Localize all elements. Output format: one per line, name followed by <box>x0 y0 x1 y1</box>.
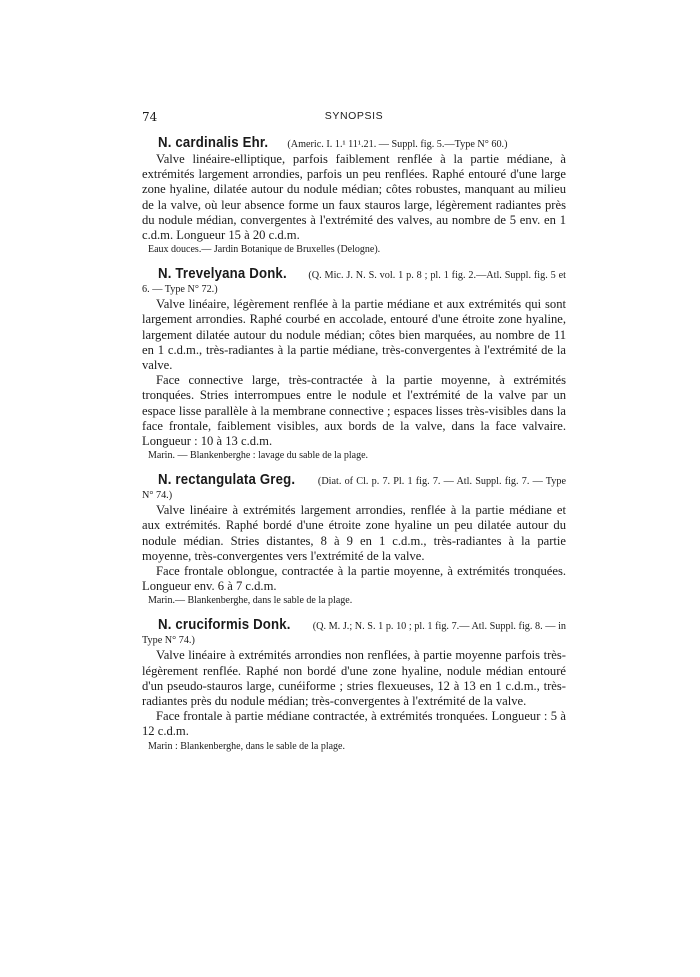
description-paragraph: Face connective large, très-contractée à la partie moyenne, à extrémités tronquées. Stries interrompues entre le nodule et l'extrémité de la valve par un espace lisse parallèle à la membrane connective ; espaces lisses très-visibles dans la face frontale, faiblement visibles, aux bords de la valve, dans la face valvaire. Longueur : 10 à 13 c.d.m. <box>142 373 566 449</box>
species-entry <box>142 267 566 463</box>
habitat: Eaux douces.— Jardin Botanique de Bruxelles (Delogne). <box>148 244 381 256</box>
species-entry <box>142 618 566 753</box>
entry-heading <box>142 473 566 503</box>
citation: (Q. Mic. J. N. S. vol. 1 p. 8 ; pl. 1 fig. 2.—Atl. Suppl. fig. 5 et 6. — Type N° 72.) <box>142 270 566 296</box>
description-paragraph: Valve linéaire, légèrement renflée à la partie médiane et aux extrémités qui sont largement arrondies. Raphé courbé en accolade, entouré d'une étroite zone hyaline, largement dilatée autour du nodule médian; côtes bien marquées, au nombre de 11 en 1 c.d.m., très-radiantes à la partie médiane, très-convergentes à l'extrémité de la valve. <box>142 297 566 373</box>
running-title: SYNOPSIS <box>324 110 384 122</box>
page <box>142 110 566 754</box>
citation: (Americ. I. 1.¹ 11¹.21. — Suppl. fig. 5.—Type N° 60.) <box>287 139 508 150</box>
description-paragraph: Valve linéaire à extrémités arrondies non renflées, à partie moyenne parfois très-légèrement renflée. Raphé non bordé d'une zone hyaline, nodule médian entouré d'un pseudo-stauros large, cunéiforme ; stries flexueuses, 12 à 13 en 1 c.d.m., très-radiantes près du nodule médian; très-convergentes à l'extrémité de la valve. <box>142 648 566 709</box>
description-paragraph: Valve linéaire à extrémités largement arrondies, renflée à la partie médiane et aux extrémités. Raphé bordé d'une étroite zone hyaline un peu dilatée autour du nodule médian. Stries distantes, 8 à 9 en 1 c.d.m., très-radiantes à la partie moyenne, très-convergentes vers l'extrémité de la valve. <box>142 503 566 563</box>
description-paragraph: Face frontale oblongue, contractée à la partie moyenne, à extrémités tronquées. Longueur env. 6 à 7 c.d.m. <box>142 564 566 594</box>
habitat: Marin.— Blankenberghe, dans le sable de la plage. <box>148 595 353 607</box>
species-name: N. cardinalis Ehr. <box>158 134 269 151</box>
citation: (Diat. of Cl. p. 7. Pl. 1 fig. 7. — Atl. Suppl. fig. 7. — Type N° 74.) <box>142 476 566 502</box>
habitat: Marin. — Blankenberghe : lavage du sable de la plage. <box>148 450 369 462</box>
page-number: 74 <box>142 110 158 124</box>
entry-heading <box>142 267 566 297</box>
entry-heading <box>142 618 566 648</box>
species-name: N. rectangulata Greg. <box>158 471 296 489</box>
species-name: N. Trevelyana Donk. <box>158 265 287 283</box>
species-entry <box>142 473 566 608</box>
entry-heading <box>142 136 566 152</box>
description-paragraph: Valve linéaire-elliptique, parfois faiblement renflée à la partie médiane, à extrémités largement arrondies, parfois un peu renflées. Raphé entouré d'une large zone hyaline, dilatée autour du nodule médian; côtes robustes, manquant au milieu de la valve, où leur absence forme un faux stauros large, légèrement radiantes près du nodule médian, convergentes à l'extrémité des valves, au nombre de 5 env. en 1 c.d.m. Longueur 15 à 20 c.d.m. <box>142 152 566 243</box>
page-header <box>142 110 566 128</box>
species-name: N. cruciformis Donk. <box>158 616 291 634</box>
citation: (Q. M. J.; N. S. 1 p. 10 ; pl. 1 fig. 7.— Atl. Suppl. fig. 8. — in Type N° 74.) <box>142 621 566 647</box>
habitat: Marin : Blankenberghe, dans le sable de la plage. <box>148 740 345 752</box>
species-entry <box>142 136 566 257</box>
description-paragraph: Face frontale à partie médiane contractée, à extrémités tronquées. Longueur : 5 à 12 c.d.m. <box>142 709 566 739</box>
